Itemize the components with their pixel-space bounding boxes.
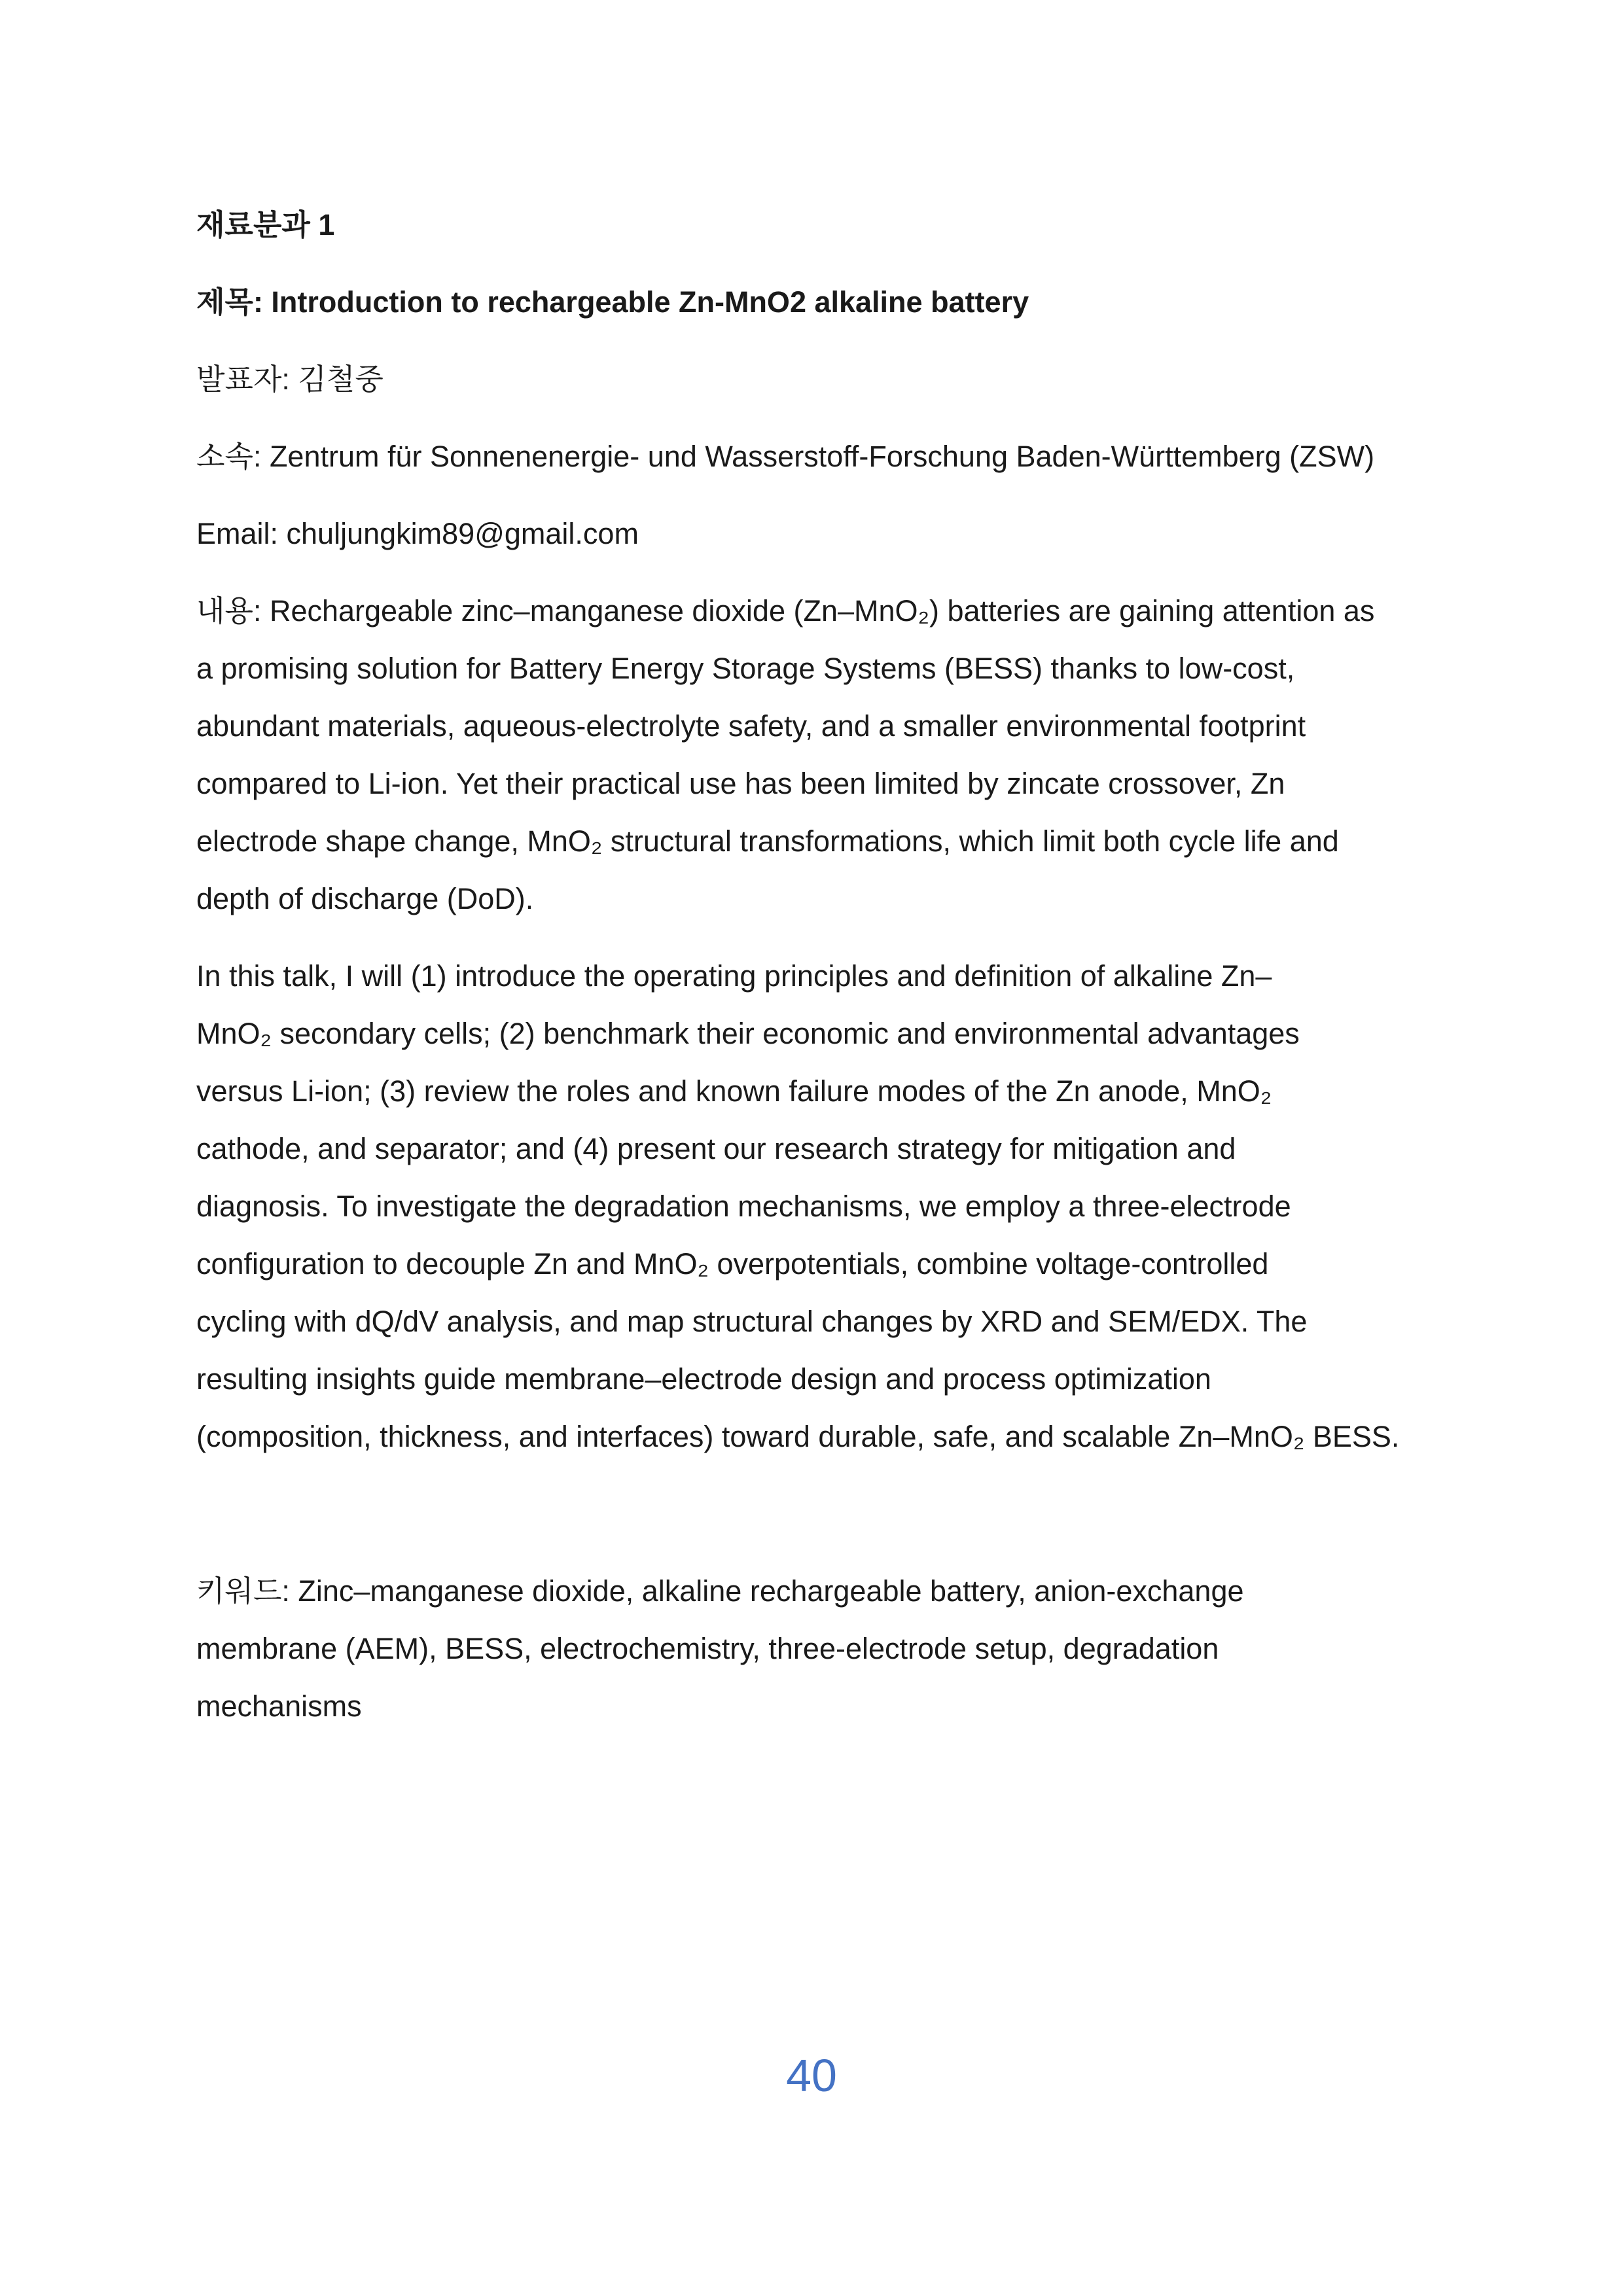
talk-title — [196, 274, 1427, 331]
email-line — [196, 505, 1427, 563]
abstract-paragraph — [196, 582, 1427, 928]
affiliation-line — [196, 428, 1427, 486]
talk-line: cathode, and separator; and (4) present our research strategy for mitigation and — [196, 1132, 1236, 1165]
abstract-line: electrode shape change, MnO₂ structural transformations, which limit both cycle life and — [196, 824, 1339, 858]
keywords-paragraph — [196, 1563, 1427, 1735]
section-label-text: 재료분과 1 — [196, 208, 335, 241]
abstract-line: compared to Li-ion. Yet their practical use has been limited by zincate crossover, Zn — [196, 767, 1285, 800]
abstract-line: 내용: Rechargeable zinc–manganese dioxide (Zn–MnO₂) batteries are gaining attention as — [196, 594, 1375, 627]
talk-line: In this talk, I will (1) introduce the operating principles and definition of alkaline Zn– — [196, 959, 1272, 993]
abstract-line: abundant materials, aqueous-electrolyte safety, and a smaller environmental footprint — [196, 709, 1306, 743]
section-label — [196, 196, 1427, 254]
talk-line: configuration to decouple Zn and MnO₂ overpotentials, combine voltage-controlled — [196, 1247, 1269, 1280]
talk-title-text: 제목: Introduction to rechargeable Zn-MnO2 alkaline battery — [196, 285, 1029, 319]
affiliation-text: 소속: Zentrum für Sonnenenergie- und Wasserstoff-Forschung Baden-Württemberg (ZSW) — [196, 440, 1375, 473]
abstract-line: a promising solution for Battery Energy Storage Systems (BESS) thanks to low-cost, — [196, 652, 1295, 685]
talk-line: cycling with dQ/dV analysis, and map structural changes by XRD and SEM/EDX. The — [196, 1305, 1308, 1338]
blank-paragraph-spacer — [196, 1485, 1427, 1563]
email-text: Email: chuljungkim89@gmail.com — [196, 517, 639, 550]
talk-outline-paragraph — [196, 947, 1427, 1466]
talk-line: versus Li-ion; (3) review the roles and known failure modes of the Zn anode, MnO₂ — [196, 1074, 1272, 1108]
presenter-line — [196, 351, 1427, 408]
talk-line: resulting insights guide membrane–electrode design and process optimization — [196, 1362, 1211, 1396]
abstract-line: depth of discharge (DoD). — [196, 882, 534, 915]
keywords-line: membrane (AEM), BESS, electrochemistry, three-electrode setup, degradation — [196, 1632, 1219, 1665]
talk-line: diagnosis. To investigate the degradation mechanisms, we employ a three-electrode — [196, 1190, 1291, 1223]
page-number: 40 — [786, 2050, 837, 2101]
keywords-line: mechanisms — [196, 1689, 362, 1723]
presenter-text: 발표자: 김철중 — [196, 362, 383, 396]
keywords-line: 키워드: Zinc–manganese dioxide, alkaline rechargeable battery, anion-exchange — [196, 1574, 1244, 1608]
talk-line: (composition, thickness, and interfaces) toward durable, safe, and scalable Zn–MnO₂ BESS. — [196, 1420, 1400, 1453]
talk-line: MnO₂ secondary cells; (2) benchmark their economic and environmental advantages — [196, 1017, 1300, 1050]
